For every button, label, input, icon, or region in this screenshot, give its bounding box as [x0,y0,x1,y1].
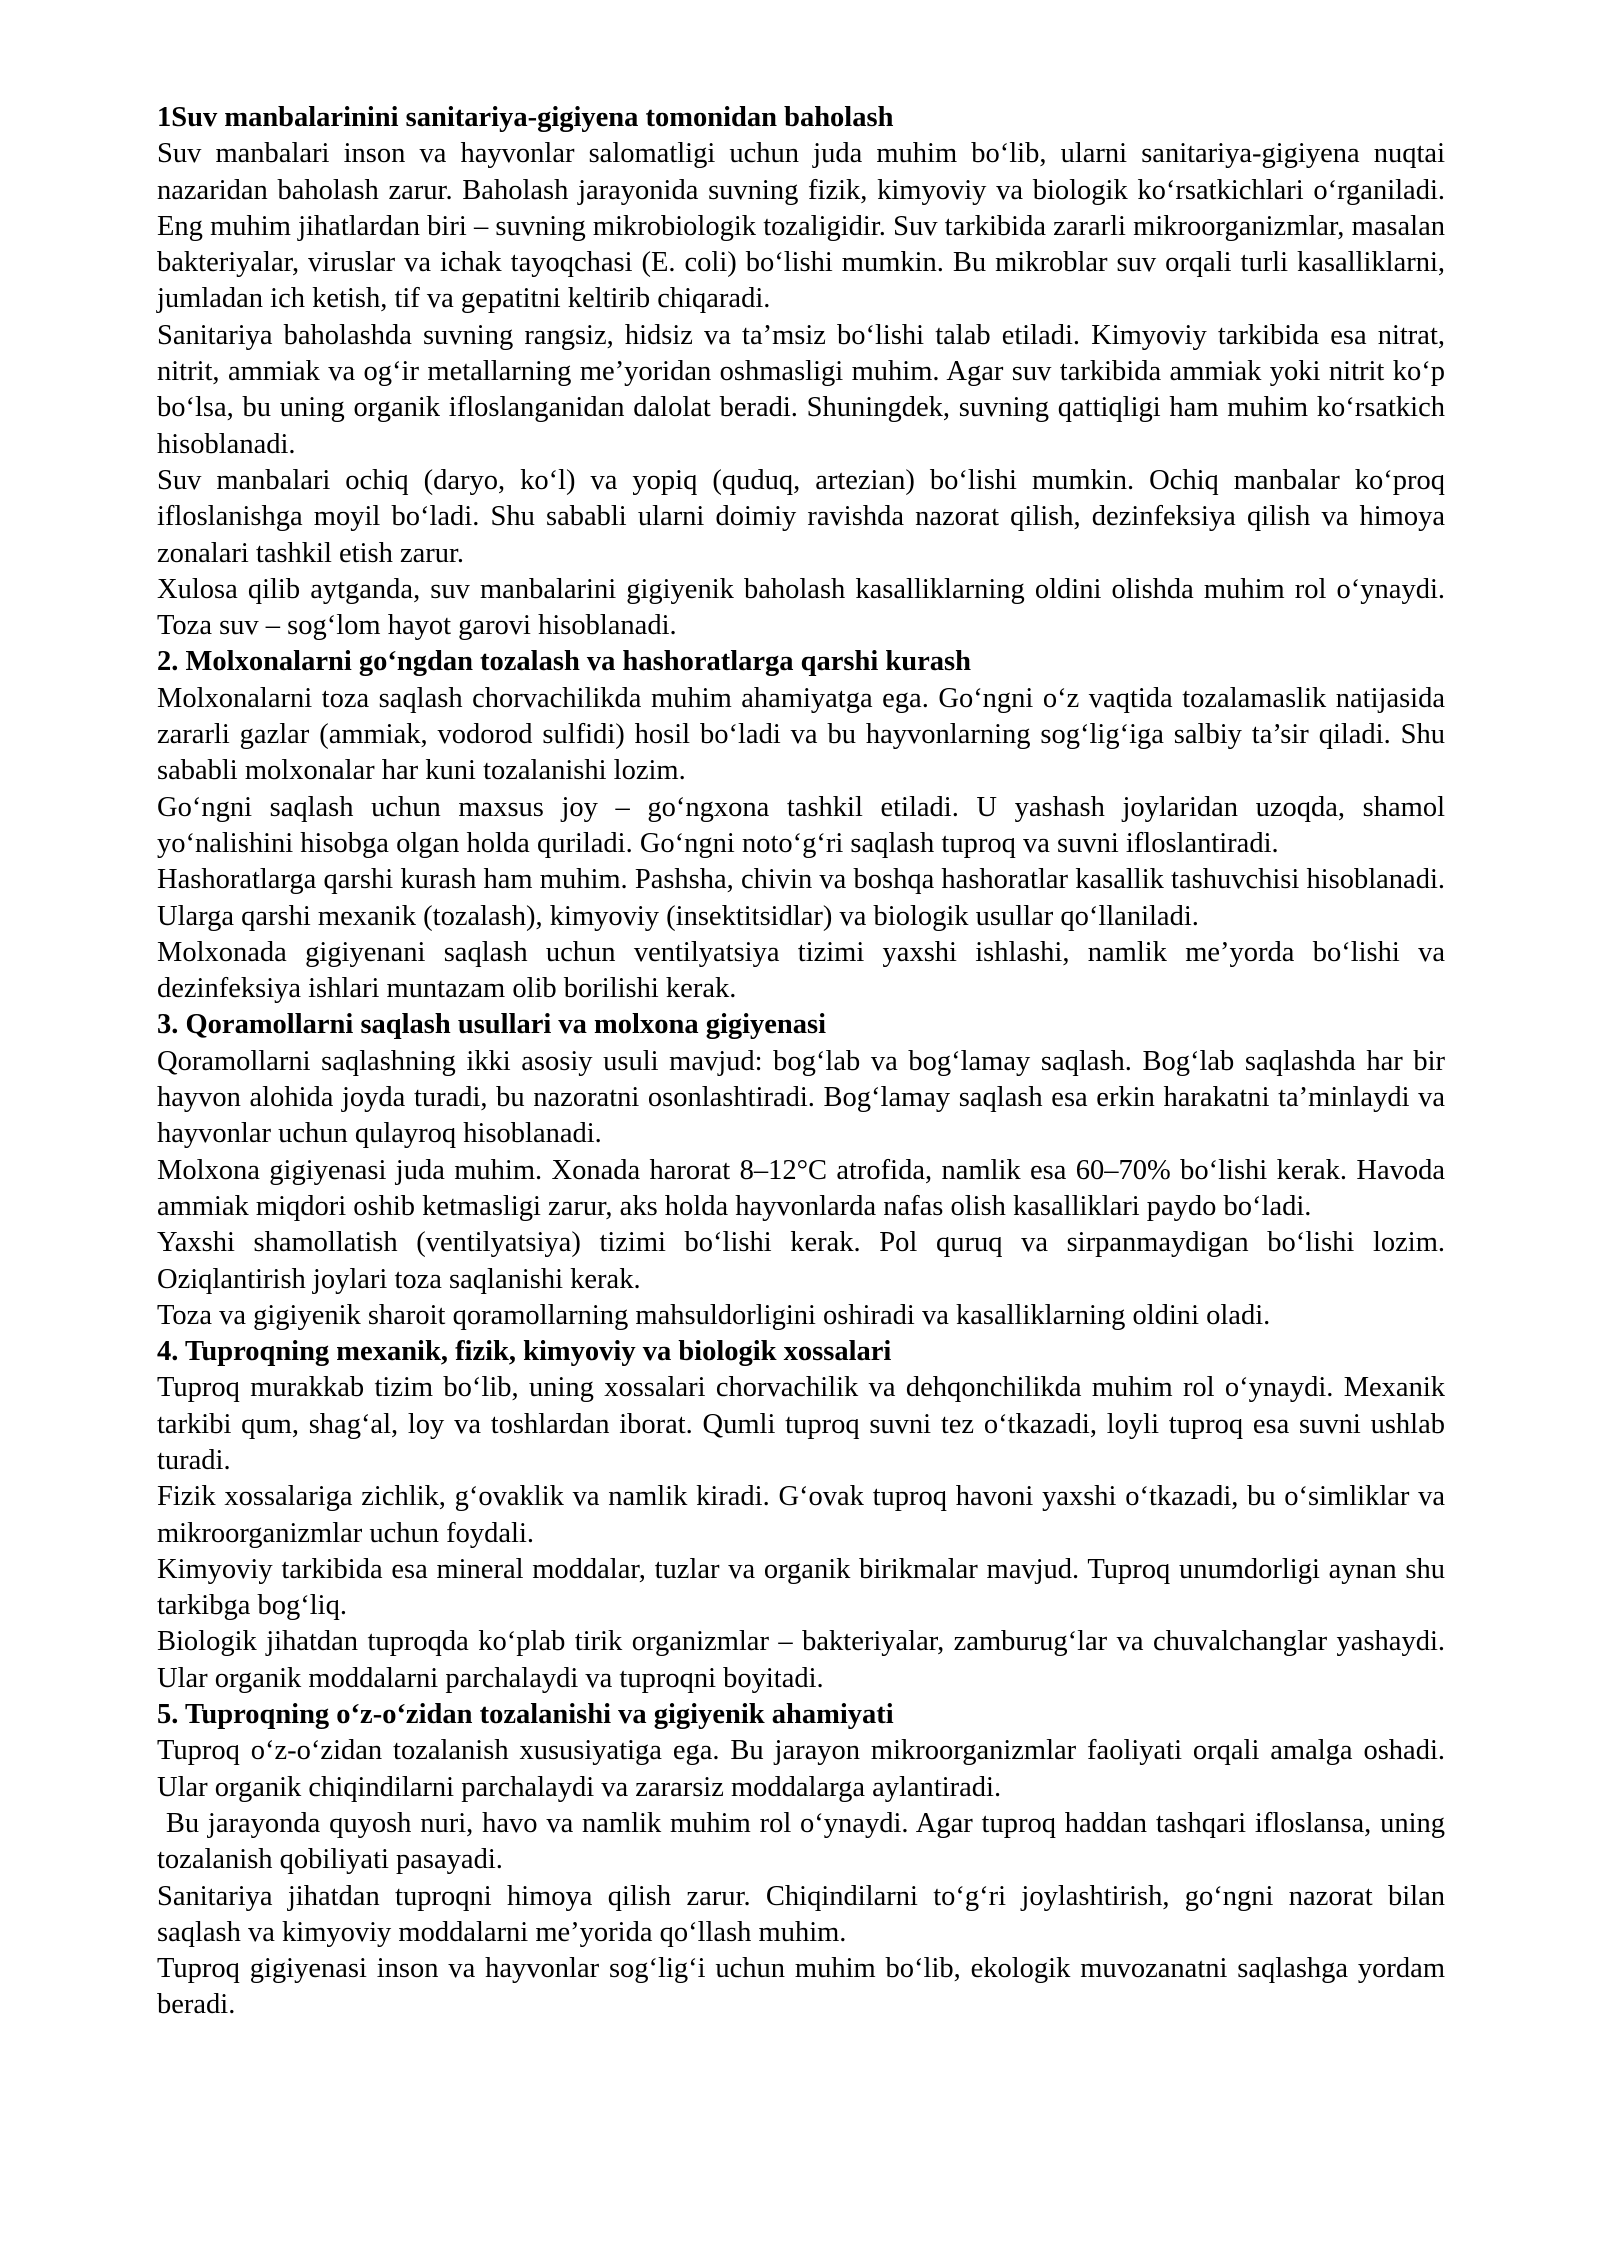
paragraph-tuproq-gigiyenasi-yakun: Tuproq gigiyenasi inson va hayvonlar sog‘lig‘i uchun muhim bo‘lib, ekologik muvozanatni saqlashga yordam beradi. [157,1953,1453,2021]
heading-5-tuproq-oz-ozidan-tozalanishi: 5. Tuproqning o‘z-o‘zidan tozalanishi va gigiyenik ahamiyati [157,1699,894,1731]
paragraph-molxona-gigiyenasi-harorat: Molxona gigiyenasi juda muhim. Xonada harorat 8–12°C atrofida, namlik esa 60–70% bo‘lishi kerak. Havoda ammiak miqdori oshib ketmasligi zarur, aks holda hayvonlarda nafas olish kasalliklari paydo bo‘ladi. [157,1154,1453,1222]
paragraph-fizik-xossalari: Fizik xossalariga zichlik, g‘ovaklik va namlik kiradi. G‘ovak tuproq havoni yaxshi o‘tkazadi, bu o‘simliklar va mikroorganizmlar uchun foydali. [157,1481,1453,1549]
paragraph-sanitariya-baholashda: Sanitariya baholashda suvning rangsiz, hidsiz va ta’msiz bo‘lishi talab etiladi. Kimyoviy tarkibida esa nitrat, nitrit, ammiak va og‘ir metallarning me’yoridan oshmasligi muhim. Agar suv tarkibida ammiak yoki nitrit ko‘p bo‘lsa, bu uning organik ifloslanganidan dalolat beradi. Shuningdek, suvning qattiqligi ham muhim ko‘rsatkich hisoblanadi. [157,319,1453,460]
heading-3-qoramollarni-saqlash: 3. Qoramollarni saqlash usullari va molxona gigiyenasi [157,1009,827,1041]
paragraph-hashoratlarga-qarshi: Hashoratlarga qarshi kurash ham muhim. Pashsha, chivin va boshqa hashoratlar kasallik tashuvchisi hisoblanadi. Ularga qarshi mexanik (tozalash), kimyoviy (insektitsidlar) va biologik usullar qo‘llaniladi. [157,864,1453,932]
heading-4-tuproq-xossalari: 4. Tuproqning mexanik, fizik, kimyoviy va biologik xossalari [157,1336,892,1368]
paragraph-tuproq-murakkab-tizim: Tuproq murakkab tizim bo‘lib, uning xossalari chorvachilik va dehqonchilikda muhim rol o‘ynaydi. Mexanik tarkibi qum, shag‘al, loy va toshlardan iborat. Qumli tuproq suvni tez o‘tkazadi, loyli tuproq esa suvni ushlab turadi. [157,1372,1453,1476]
paragraph-biologik-jihatdan: Biologik jihatdan tuproqda ko‘plab tirik organizmlar – bakteriyalar, zamburug‘lar va chuvalchanglar yashaydi. Ular organik moddalarni parchalaydi va tuproqni boyitadi. [157,1626,1453,1694]
paragraph-tuproq-oz-ozidan-tozalanish: Tuproq o‘z-o‘zidan tozalanish xususiyatiga ega. Bu jarayon mikroorganizmlar faoliyati orqali amalga oshadi. Ular organik chiqindilarni parchalaydi va zararsiz moddalarga aylantiradi. [157,1735,1453,1803]
paragraph-qoramollarni-saqlash-usullari: Qoramollarni saqlashning ikki asosiy usuli mavjud: bog‘lab va bog‘lamay saqlash. Bog‘lab saqlashda har bir hayvon alohida joyda turadi, bu nazoratni osonlashtiradi. Bog‘lamay saqlash esa erkin harakatni ta’minlaydi va hayvonlar uchun qulayroq hisoblanadi. [157,1045,1453,1150]
paragraph-gongxona: Go‘ngni saqlash uchun maxsus joy – go‘ngxona tashkil etiladi. U yashash joylaridan uzoqda, shamol yo‘nalishini hisobga olgan holda quriladi. Go‘ngni noto‘g‘ri saqlash tuproq va suvni ifloslantiradi. [157,791,1453,859]
paragraph-ochiq-yopiq-manbalar: Suv manbalari ochiq (daryo, ko‘l) va yopiq (quduq, artezian) bo‘lishi mumkin. Ochiq manbalar ko‘proq ifloslanishga moyil bo‘ladi. Shu sababli ularni doimiy ravishda nazorat qilish, dezinfeksiya qilish va himoya zonalari tashkil etish zarur. [157,464,1453,569]
paragraph-shamollatish-tizimi: Yaxshi shamollatish (ventilyatsiya) tizimi bo‘lishi kerak. Pol quruq va sirpanmaydigan bo‘lishi lozim. Oziqlantirish joylari toza saqlanishi kerak. [157,1227,1453,1295]
paragraph-kimyoviy-tarkibi: Kimyoviy tarkibida esa mineral moddalar, tuzlar va organik birikmalar mavjud. Tuproq unumdorligi aynan shu tarkibga bog‘liq. [157,1553,1453,1622]
paragraph-xulosa-suv: Xulosa qilib aytganda, suv manbalarini gigiyenik baholash kasalliklarning oldini olishda muhim rol o‘ynaydi. Toza suv – sog‘lom hayot garovi hisoblanadi. [157,573,1452,642]
paragraph-toza-gigiyenik-sharoit: Toza va gigiyenik sharoit qoramollarning mahsuldorligini oshiradi va kasalliklarning oldini oladi. [157,1299,1271,1331]
paragraph-sanitariya-jihatdan-tuproq: Sanitariya jihatdan tuproqni himoya qilish zarur. Chiqindilarni to‘g‘ri joylashtirish, go‘ngni nazorat bilan saqlash va kimyoviy moddalarni me’yorida qo‘llash muhim. [157,1880,1453,1948]
heading-1-suv-manbalari: 1Suv manbalarinini sanitariya-gigiyena tomonidan baholash [157,102,894,133]
paragraph-suv-manbalari-intro: Suv manbalari inson va hayvonlar salomatligi uchun juda muhim bo‘lib, ularni sanitariya-gigiyena nuqtai nazaridan baholash zarur. Baholash jarayonida suvning fizik, kimyoviy va biologik ko‘rsatkichlari o‘rganiladi. Eng muhim jihatlardan biri – suvning mikrobiologik tozaligidir. Suv tarkibida zararli mikroorganizmlar, masalan bakteriyalar, viruslar va ichak tayoqchasi (E. coli) bo‘lishi mumkin. Bu mikroblar suv orqali turli kasalliklarni, jumladan ich ketish, tif va gepatitni keltirib chiqaradi. [157,138,1453,315]
paragraph-bu-jarayonda-quyosh: Bu jarayonda quyosh nuri, havo va namlik muhim rol o‘ynaydi. Agar tuproq haddan tashqari ifloslansa, uning tozalanish qobiliyati pasayadi. [157,1807,1453,1876]
document-text-body [157,100,1453,2024]
heading-2-molxonalarni-tozalash: 2. Molxonalarni go‘ngdan tozalash va hashoratlarga qarshi kurash [157,646,971,678]
paragraph-molxonalarni-toza-saqlash: Molxonalarni toza saqlash chorvachilikda muhim ahamiyatga ega. Go‘ngni o‘z vaqtida tozalamaslik natijasida zararli gazlar (ammiak, vodorod sulfidi) hosil bo‘ladi va bu hayvonlarning sog‘lig‘iga salbiy ta’sir qiladi. Shu sababli molxonalar har kuni tozalanishi lozim. [157,682,1453,787]
paragraph-molxonada-ventilyatsiya: Molxonada gigiyenani saqlash uchun ventilyatsiya tizimi yaxshi ishlashi, namlik me’yorda bo‘lishi va dezinfeksiya ishlari muntazam olib borilishi kerak. [157,936,1453,1005]
